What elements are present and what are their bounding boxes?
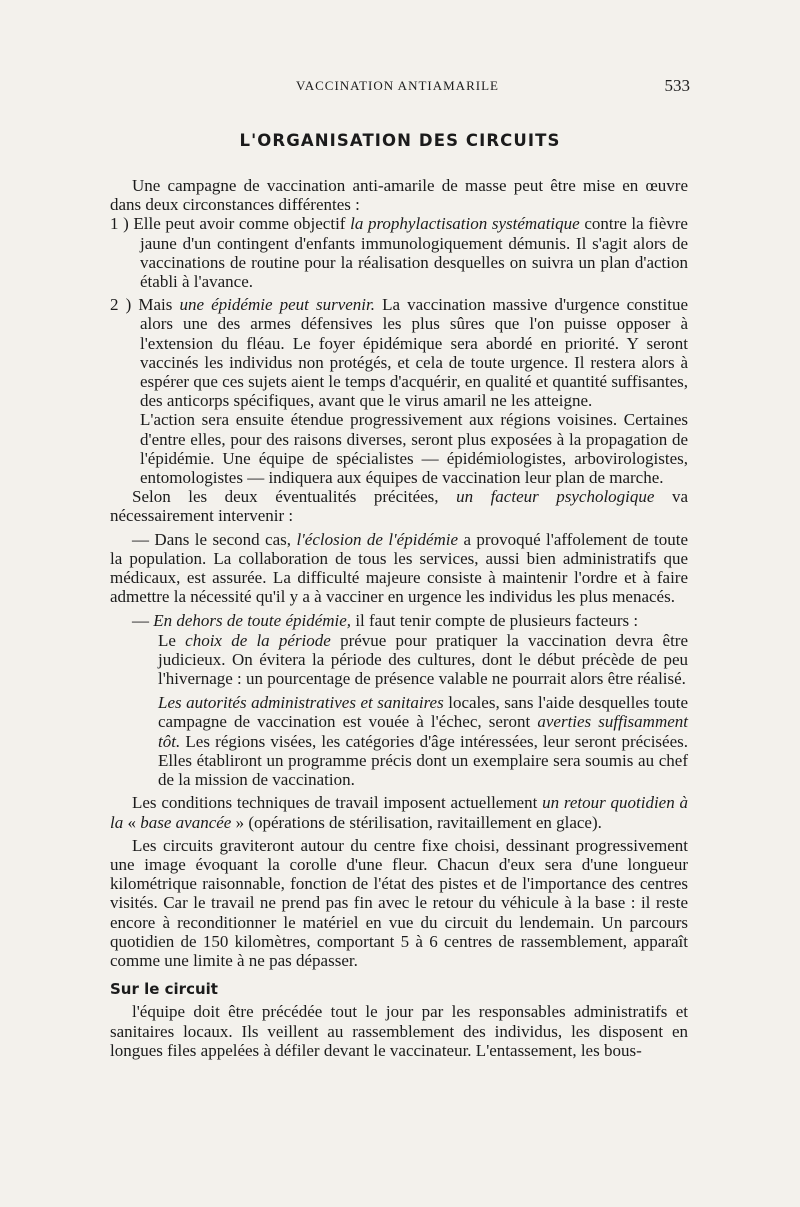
- paragraph-circuits: Les circuits graviteront autour du centre fixe choisi, dessinant progressivement une image évoquant la corolle d'une fleur. Chacun d'eux sera d'une longueur kilométrique raisonnable, fonction de l'état des pistes et de l'importance des centres visités. Car le travail ne prend pas fin avec le retour du véhicule à la base : il reste encore à reconditionner le matériel en vue du circuit du lendemain. Un parcours quotidien de 150 kilomètres, comportant 5 à 6 centres de rassemblement, apparaît comme une limite à ne pas dépasser.: [110, 835, 688, 970]
- emphasis: la prophylactisation systématique: [350, 214, 580, 234]
- sub-paragraph-autorites: Les autorités administratives et sanitaires locales, sans l'aide desquelles toute campagne de vaccination est vouée à l'échec, seront averties suffisamment tôt. Les régions visées, les catégories d'âge intéressées, leur seront précisées. Elles établiront un programme précis dont un exemplaire sera soumis au chef de la mission de vaccination.: [158, 693, 688, 790]
- dash-item-2: — En dehors de toute épidémie, il faut tenir compte de plusieurs facteurs :: [132, 611, 639, 631]
- running-title: VACCINATION ANTIAMARILE: [296, 78, 499, 93]
- section-title: L'ORGANISATION DES CIRCUITS: [239, 131, 561, 150]
- emphasis: un retour quotidien à la: [110, 793, 688, 832]
- page-number: 533: [664, 76, 690, 95]
- emphasis: choix de la période: [185, 630, 331, 650]
- list-item-1: 1 ) Elle peut avoir comme objectif la prophylactisation systématique contre la fièvre jaune d'un contingent d'enfants immunologiquement démunis. Il s'agit alors de vaccinations de routine pour la réalisation desquelles on suivra un plan d'action établi à l'avance.: [110, 214, 688, 292]
- body-text: [110, 176, 688, 1060]
- paragraph-intro: Une campagne de vaccination anti-amarile de masse peut être mise en œuvre dans deux circonstances différentes :: [110, 176, 688, 215]
- paragraph-last: l'équipe doit être précédée tout le jour par les responsables administratifs et sanitaires locaux. Ils veillent au rassemblement des individus, les disposent en longues files appelées à défiler devant le vaccinateur. L'entassement, les bous-: [110, 1002, 688, 1060]
- emphasis: En dehors de toute épidémie,: [153, 611, 352, 631]
- item-marker: 1 ): [110, 214, 134, 234]
- item-marker: 2 ): [110, 295, 139, 315]
- emphasis: l'éclosion de l'épidémie: [296, 529, 459, 549]
- dash-item-1: — Dans le second cas, l'éclosion de l'épidémie a provoqué l'affolement de toute la population. La collaboration de tous les services, aussi bien administratifs que médicaux, est assurée. La difficulté majeure consiste à maintenir l'ordre et à faire admettre la nécessité qu'il y a à vacciner en urgence les individus les plus menacés.: [110, 529, 689, 607]
- paragraph-selon: Selon les deux éventualités précitées, un facteur psychologique va nécessairement intervenir :: [110, 487, 688, 526]
- emphasis: Les autorités administratives et sanitaires: [158, 693, 444, 713]
- emphasis: une épidémie peut survenir.: [179, 295, 375, 315]
- list-item-2-continuation: L'action sera ensuite étendue progressivement aux régions voisines. Certaines d'entre elles, pour des raisons diverses, seront plus exposées à la propagation de l'épidémie. Une équipe de spécialistes — épidémiologistes, arbovirologistes, entomologistes — indiquera aux équipes de vaccination leur plan de marche.: [140, 410, 688, 488]
- subheading-sur-le-circuit: Sur le circuit: [110, 980, 218, 999]
- list-item-2: 2 ) Mais une épidémie peut survenir. La vaccination massive d'urgence constitue alors une des armes défensives les plus sûres que l'on puisse opposer à l'extension du fléau. Le foyer épidémique sera abordé en priorité. Y seront vaccinés les individus non protégés, et cela de toute urgence. Il restera alors à espérer que ces sujets aient le temps d'acquérir, en qualité et quantité suffisantes, des anticorps spécifiques, avant que le virus amaril ne les atteigne.: [110, 295, 688, 411]
- emphasis: averties suffisamment tôt.: [158, 712, 688, 751]
- sub-paragraph-periode: Le choix de la période prévue pour pratiquer la vaccination devra être judicieux. On évitera la période des cultures, dont le début précède de peu l'hivernage : un pourcentage de présence valable ne pourrait alors être réalisé.: [158, 630, 689, 689]
- emphasis: base avancée: [140, 812, 232, 832]
- paragraph-conditions: Les conditions techniques de travail imposent actuellement un retour quotidien à la « base avancée » (opérations de stérilisation, ravitaillement en glace).: [110, 793, 688, 832]
- emphasis: un facteur psychologique: [456, 487, 655, 507]
